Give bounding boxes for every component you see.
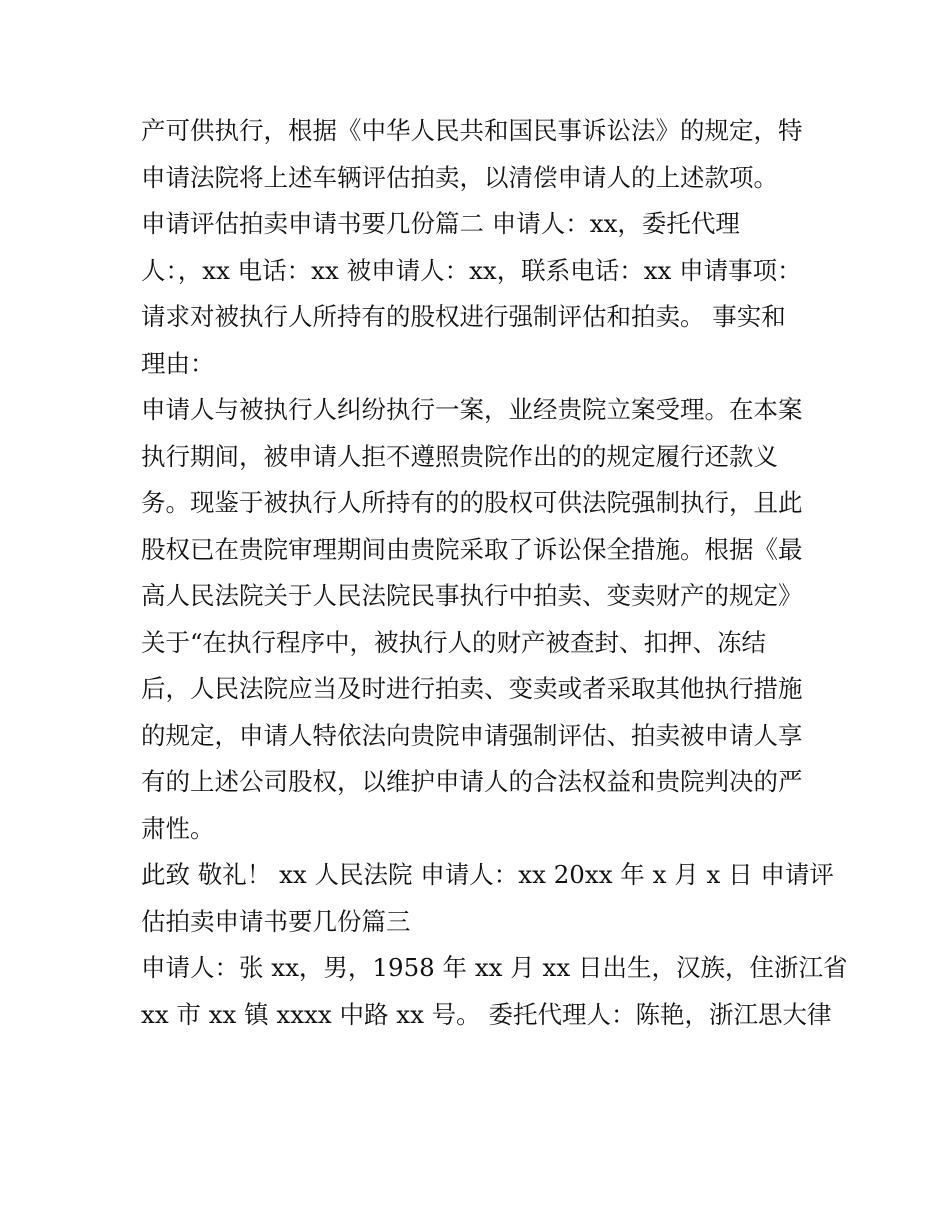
text-line: 估拍卖申请书要几份篇三 [141, 906, 411, 936]
document-body [141, 108, 848, 1038]
text-line: 股权已在贵院审理期间由贵院采取了诉讼保全措施。根据《最 [141, 534, 803, 564]
text-line: 请求对被执行人所持有的股权进行强制评估和拍卖。 事实和 [141, 302, 786, 331]
text-line: 肃性。 [141, 813, 215, 843]
text-line: 人：，xx 电话：xx 被申请人：xx，联系电话：xx 申请事项： [141, 255, 802, 285]
text-line: 后，人民法院应当及时进行拍卖、变卖或者采取其他执行措施 [141, 674, 803, 703]
text-line: 务。现鉴于被执行人所持有的的股权可供法院强制执行，且此 [141, 488, 803, 517]
text-line: 申请法院将上述车辆评估拍卖，以清偿申请人的上述款项。 [141, 162, 778, 192]
text-line: 关于“在执行程序中，被执行人的财产被查封、扣押、冻结 [141, 627, 767, 657]
text-line: 执行期间，被申请人拒不遵照贵院作出的的规定履行还款义 [141, 441, 778, 471]
text-line: 产可供执行，根据《中华人民共和国民事诉讼法》的规定，特 [141, 116, 803, 145]
text-line: 有的上述公司股权，以维护申请人的合法权益和贵院判决的严 [141, 767, 803, 796]
text-line: xx 市 xx 镇 xxxx 中路 xx 号。 委托代理人：陈艳，浙江思大律 [141, 999, 832, 1029]
text-line: 高人民法院关于人民法院民事执行中拍卖、变卖财产的规定》 [141, 581, 803, 610]
text-line: 申请人：张 xx，男，1958 年 xx 月 xx 日出生，汉族，住浙江省 [141, 953, 848, 982]
text-line: 此致 敬礼！ xx 人民法院 申请人：xx 20xx 年 x 月 x 日 申请评 [141, 860, 834, 889]
text-line: 理由： [141, 348, 215, 378]
text-line: 申请评估拍卖申请书要几份篇二 申请人：xx，委托代理 [141, 209, 740, 238]
text-line: 申请人与被执行人纠纷执行一案，业经贵院立案受理。在本案 [141, 395, 803, 424]
text-line: 的规定，申请人特依法向贵院申请强制评估、拍卖被申请人享 [141, 720, 803, 750]
